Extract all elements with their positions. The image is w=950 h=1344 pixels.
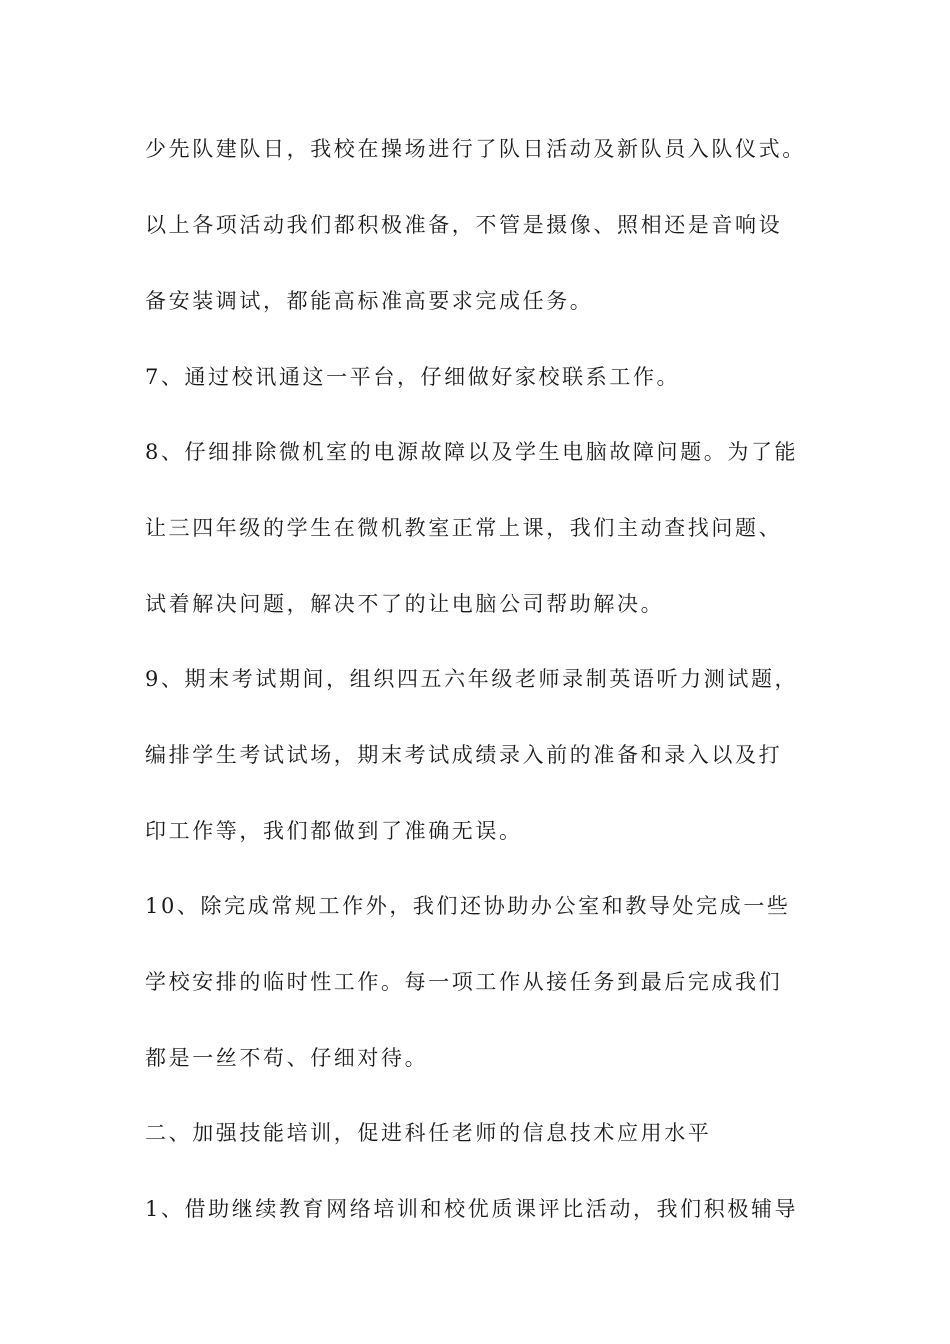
text-line: 印工作等，我们都做到了准确无误。 [145,819,523,843]
text-line: 备安装调试，都能高标准高要求完成任务。 [145,289,594,313]
list-item-8: 8、仔细排除微机室的电源故障以及学生电脑故障问题。为了能 [145,440,799,464]
list-item-10: 10、除完成常规工作外，我们还协助办公室和教导处完成一些 [145,894,791,918]
text-line: 让三四年级的学生在微机教室正常上课，我们主动查找问题、 [145,516,783,540]
text-line: 试着解决问题，解决不了的让电脑公司帮助解决。 [145,592,665,616]
text-line: 都是一丝不苟、仔细对待。 [145,1046,429,1070]
list-item-1: 1、借助继续教育网络培训和校优质课评比活动，我们积极辅导 [145,1197,799,1221]
section-heading: 二、加强技能培训，促进科任老师的信息技术应用水平 [145,1121,712,1145]
text-line: 少先队建队日，我校在操场进行了队日活动及新队员入队仪式。 [145,137,806,161]
list-item-9: 9、期末考试期间，组织四五六年级老师录制英语听力测试题， [145,667,799,691]
text-line: 编排学生考试试场，期末考试成绩录入前的准备和录入以及打 [145,743,783,767]
text-line: 以上各项活动我们都积极准备，不管是摄像、照相还是音响设 [145,213,783,237]
list-item-7: 7、通过校讯通这一平台，仔细做好家校联系工作。 [145,365,681,389]
text-line: 学校安排的临时性工作。每一项工作从接任务到最后完成我们 [145,970,783,994]
